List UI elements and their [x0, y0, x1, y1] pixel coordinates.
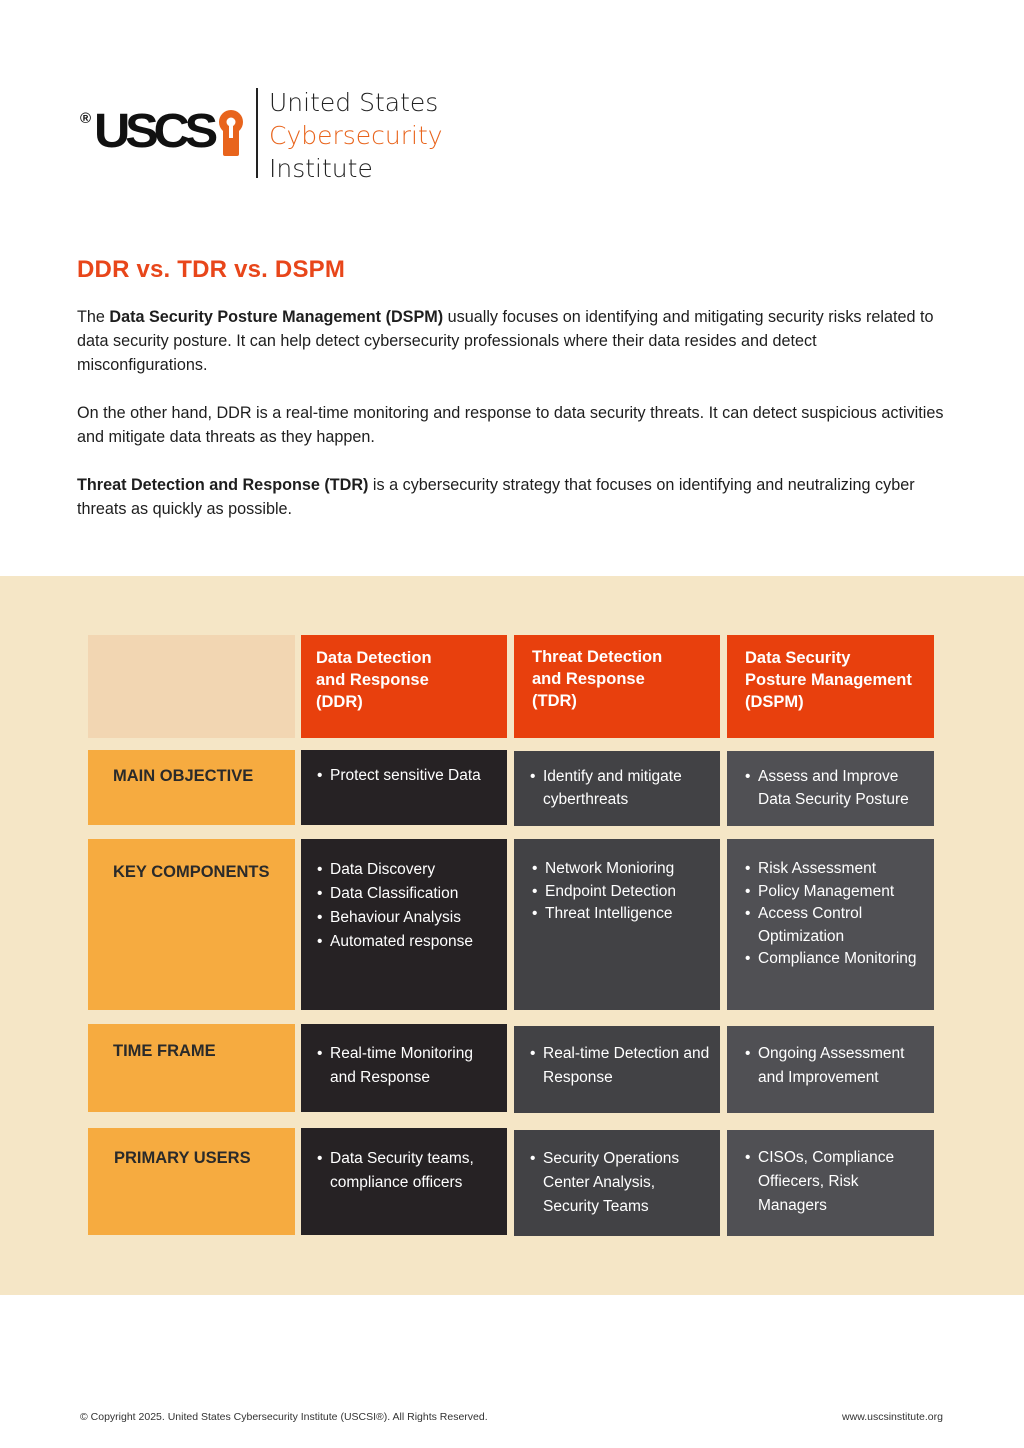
row-label-text: KEY COMPONENTS [113, 863, 270, 881]
cell-dspm-key-components [727, 839, 934, 1010]
cell-ddr-time-frame [301, 1024, 507, 1112]
list-item: • Identify and mitigate cyberthreats [530, 766, 712, 811]
cell-tdr-key-components [514, 839, 720, 1010]
header-line: and Response [532, 670, 645, 688]
list-item: • Automated response [317, 930, 499, 954]
list-item: • Policy Management [745, 881, 926, 904]
list-item: • Network Monioring [532, 858, 712, 881]
bullet-list [745, 1146, 926, 1218]
p1-lead: The [77, 308, 110, 326]
footer-copyright: © Copyright 2025. United States Cybersecurity Institute (USCSI®). All Rights Reserved. [80, 1411, 488, 1423]
list-item: • Data Discovery [317, 858, 499, 882]
cell-dspm-primary-users [727, 1130, 934, 1236]
registered-mark: ® [80, 110, 92, 127]
footer-website-link[interactable]: www.uscsinstitute.org [842, 1411, 943, 1423]
list-item: • Security Operations Center Analysis, Security Teams [530, 1147, 712, 1219]
p3-body: is a cybersecurity strategy that focuses on identifying and neutralizing cyber threats as quickly as possible. [77, 476, 915, 518]
row-label-text: PRIMARY USERS [114, 1149, 251, 1167]
list-item: • Threat Intelligence [532, 903, 712, 926]
keyhole-icon [218, 110, 244, 156]
list-item: • Data Security teams, compliance officers [317, 1147, 499, 1195]
page-title: DDR vs. TDR vs. DSPM [77, 256, 346, 283]
bullet-list [745, 1042, 926, 1090]
row-label-key-components [88, 839, 295, 1010]
header-line: and Response [316, 671, 429, 689]
row-label-time-frame [88, 1024, 295, 1112]
row-label-text: MAIN OBJECTIVE [113, 767, 254, 785]
header-line: Threat Detection [532, 648, 663, 666]
cell-tdr-time-frame [514, 1026, 720, 1113]
table-corner [88, 635, 295, 738]
bullet-list [530, 1042, 712, 1090]
list-item: • Access Control Optimization [745, 903, 926, 948]
column-header-tdr [514, 635, 720, 738]
header-line: (TDR) [532, 692, 577, 710]
intro-paragraph-tdr [77, 473, 947, 521]
header-line: Data Security [745, 649, 851, 667]
cell-tdr-primary-users [514, 1130, 720, 1236]
cell-dspm-time-frame [727, 1026, 934, 1113]
cell-ddr-main-objective [301, 750, 507, 825]
intro-paragraph-ddr: On the other hand, DDR is a real-time monitoring and response to data security threats. It can detect suspicious activities and mitigate data threats as they happen. [77, 404, 944, 446]
cell-dspm-main-objective [727, 751, 934, 826]
list-item: • Ongoing Assessment and Improvement [745, 1042, 926, 1090]
bullet-list [317, 1042, 499, 1090]
bullet-list [530, 1147, 712, 1219]
intro-paragraph-dspm [77, 305, 947, 377]
bullet-list [745, 858, 926, 971]
row-label-text: TIME FRAME [113, 1042, 216, 1060]
list-item: • Assess and Improve Data Security Posture [745, 766, 926, 811]
tdr-term: Threat Detection and Response (TDR) [77, 476, 369, 494]
bullet-list [317, 765, 499, 788]
list-item: • Real-time Monitoring and Response [317, 1042, 499, 1090]
header-line: Posture Management [745, 671, 912, 689]
header-line: (DSPM) [745, 693, 804, 711]
header-line: Data Detection [316, 649, 432, 667]
row-label-main-objective [88, 750, 295, 825]
logo-wordmark: USCS [94, 105, 214, 158]
list-item: • Protect sensitive Data [317, 765, 499, 788]
bullet-list [530, 766, 712, 811]
p1-body: usually focuses on identifying and mitigating security risks related to data security posture. It can help detect cybersecurity professionals where their data resides and detect misconfigurations. [77, 308, 934, 374]
bullet-list [317, 1147, 499, 1195]
cell-ddr-key-components [301, 839, 507, 1010]
cell-tdr-main-objective [514, 751, 720, 826]
list-item: • Compliance Monitoring [745, 948, 926, 971]
cell-ddr-primary-users [301, 1128, 507, 1235]
list-item: • Risk Assessment [745, 858, 926, 881]
bullet-list [745, 766, 926, 811]
list-item: • Endpoint Detection [532, 881, 712, 904]
logo-divider [256, 88, 258, 178]
list-item: • Real-time Detection and Response [530, 1042, 712, 1090]
logo-line-1: United States [269, 88, 439, 117]
dspm-term: Data Security Posture Management (DSPM) [109, 308, 444, 326]
list-item: • Behaviour Analysis [317, 906, 499, 930]
list-item: • CISOs, Compliance Offiecers, Risk Managers [745, 1146, 926, 1218]
bullet-list [532, 858, 712, 926]
column-header-dspm [727, 635, 934, 738]
logo-line-2: Cybersecurity [269, 121, 443, 150]
row-label-primary-users [88, 1128, 295, 1235]
logo-line-3: Institute [269, 154, 373, 183]
column-header-ddr [301, 635, 507, 738]
list-item: • Data Classification [317, 882, 499, 906]
bullet-list [317, 858, 499, 954]
uscsi-logo [80, 86, 443, 183]
header-line: (DDR) [316, 693, 363, 711]
